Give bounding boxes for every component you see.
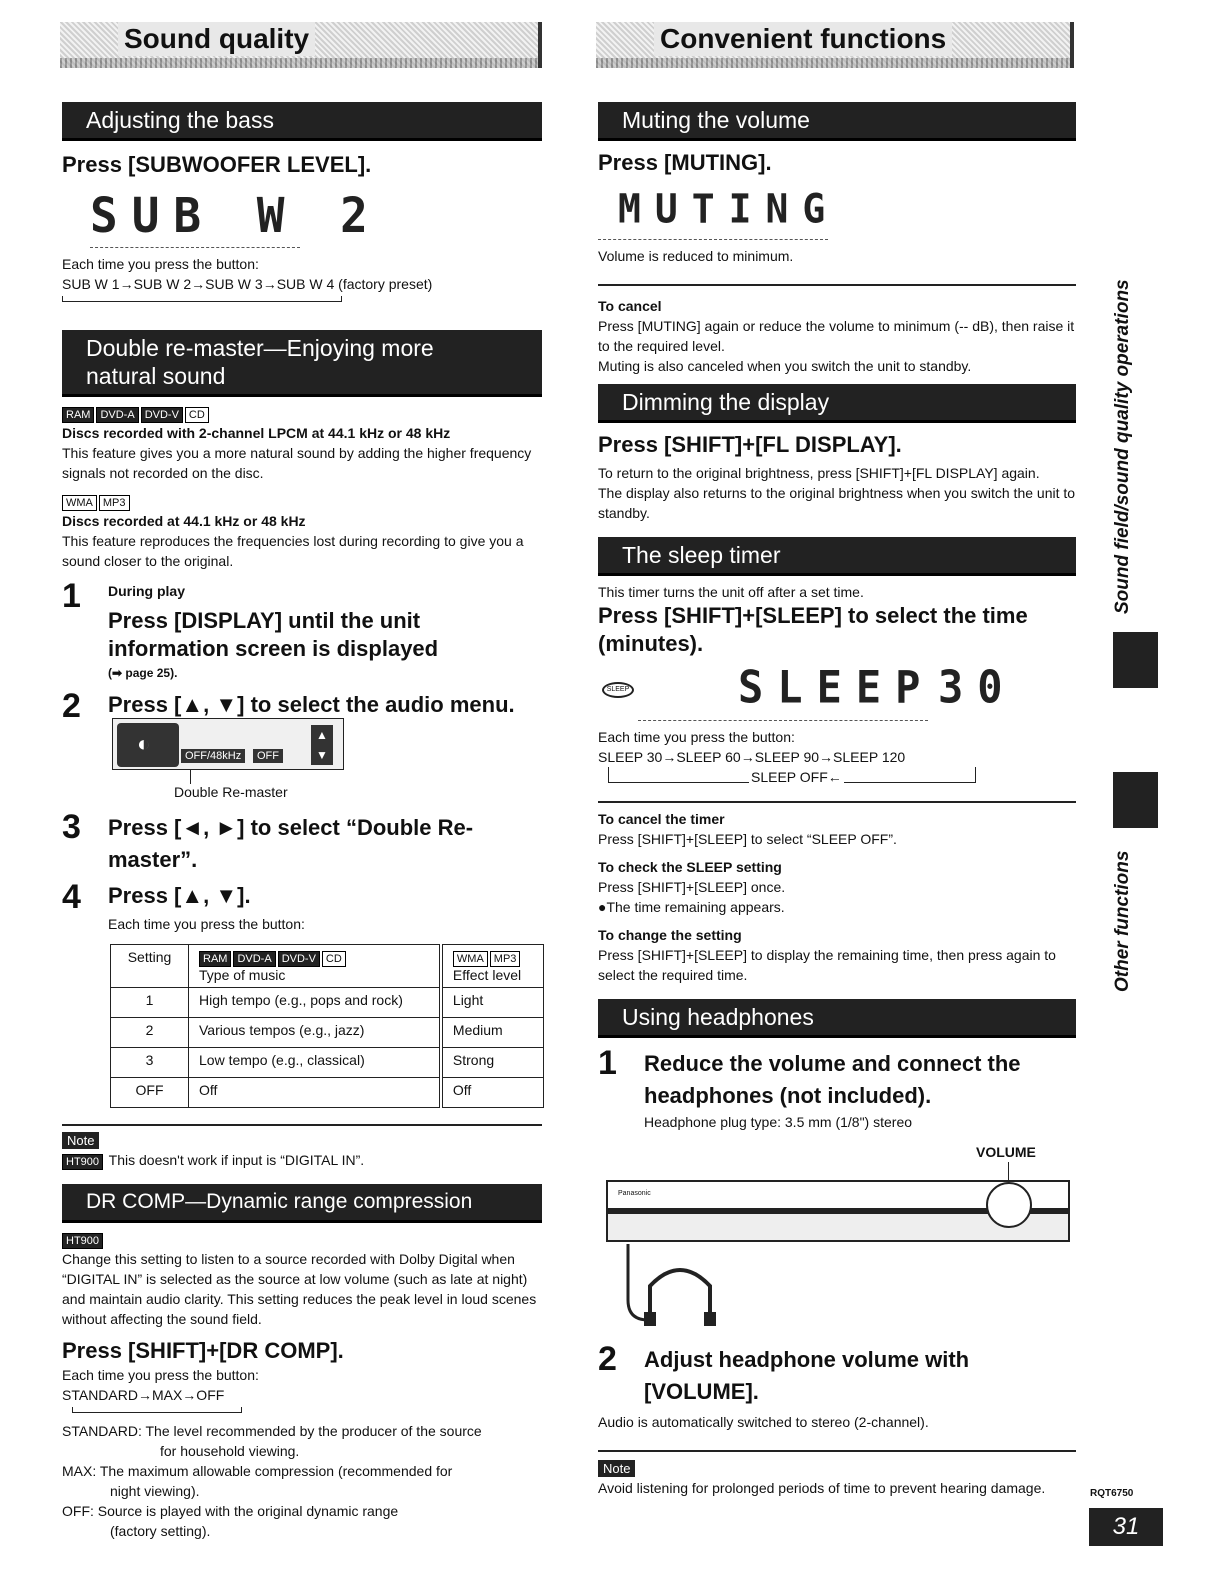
step2-text: Press [▲, ▼] to select the audio menu. (108, 692, 515, 717)
table-cell-type: High tempo (e.g., pops and rock) (189, 988, 441, 1018)
table-head-effect-tags (453, 949, 533, 967)
table-row (111, 1018, 544, 1048)
drcomp-max-2: night viewing). (110, 1483, 200, 1499)
headphones-step-2 (598, 1340, 1076, 1408)
table-head-type (189, 945, 441, 988)
sleep-loop (608, 767, 976, 783)
sleep-off-label: SLEEP OFF← (751, 769, 842, 785)
dimming-desc-1: To return to the original brightness, press [SHIFT]+[FL DISPLAY] again. (598, 465, 1040, 481)
muting-cancel-1: Press [MUTING] again or reduce the volume to minimum (-- dB), then raise it to the required level. (598, 318, 1075, 354)
remaster-tags-a (62, 405, 542, 423)
tag-ram: RAM (199, 951, 231, 967)
headphone-cup-left (644, 1312, 656, 1326)
footer-code: RQT6750 (1090, 1488, 1134, 1499)
header-sound-quality (60, 22, 542, 68)
sleep-display-row (598, 662, 1076, 720)
step-number: 2 (62, 687, 81, 725)
note-rule (62, 1124, 542, 1126)
bass-loop-line (62, 296, 342, 302)
table-cell-effect: Strong (441, 1048, 544, 1078)
headphones-note-rule (598, 1450, 1076, 1452)
muting-desc: Volume is reduced to minimum. (598, 248, 794, 264)
drcomp-off: OFF: Source is played with the original dynamic range (62, 1503, 399, 1519)
note-label: Note (598, 1460, 635, 1477)
step-number: 1 (598, 1044, 617, 1082)
sleep-rule (598, 801, 1076, 803)
tag-dvd-v: DVD-V (278, 951, 320, 967)
sleep-display-underline (638, 720, 928, 721)
osd-up-down-icon: ▲ ▼ (311, 725, 333, 765)
headphones-note-text: Avoid listening for prolonged periods of time to prevent hearing damage. (598, 1480, 1046, 1496)
headphones-step-1 (598, 1044, 1076, 1132)
tag-ht900: HT900 (62, 1154, 103, 1170)
tag-cd: CD (185, 407, 209, 423)
step-number: 4 (62, 878, 81, 916)
sleep-change-title: To change the setting (598, 927, 742, 943)
step-number: 3 (62, 808, 81, 846)
sidebar-block-top (1113, 632, 1158, 688)
tag-dvd-v: DVD-V (141, 407, 183, 423)
drcomp-loop-line (72, 1407, 242, 1413)
headphone-band (650, 1270, 710, 1316)
drcomp-off-2: (factory setting). (110, 1523, 211, 1539)
sidebar-top-text: Sound field/sound quality operations (1112, 279, 1133, 614)
sleep-check-title: To check the SLEEP setting (598, 859, 782, 875)
remaster-step-4 (62, 878, 542, 934)
remaster-desc-a: This feature gives you a more natural sound by adding the higher frequency signals not recorded on the disc. (62, 445, 532, 481)
muting-heading: Muting the volume (598, 102, 1076, 141)
table-cell-setting: OFF (111, 1078, 189, 1108)
osd-caption: Double Re-master (174, 784, 288, 800)
table-head-tags (199, 949, 429, 967)
drcomp-standard-2: for household viewing. (160, 1443, 300, 1459)
drcomp-desc: Change this setting to listen to a source recorded with Dolby Digital when “DIGITAL IN” is selected as the source at low volume (such as late at night) and maintain audio clarity. This setting reduces the peak level in loud scenes without affecting the sound field. (62, 1251, 537, 1327)
table-cell-type: Low tempo (e.g., classical) (189, 1048, 441, 1078)
remaster-note-line (62, 1150, 542, 1170)
table-cell-setting: 2 (111, 1018, 189, 1048)
remaster-heading (62, 330, 542, 397)
drcomp-tag-line (62, 1231, 542, 1249)
osd-label-freq: OFF/48kHz (181, 749, 245, 763)
step-number: 2 (598, 1340, 617, 1378)
tag-cd: CD (322, 951, 346, 967)
bass-press: Press [SUBWOOFER LEVEL]. (62, 152, 372, 177)
table-row (111, 1078, 544, 1108)
bass-display: SUB W 2 (90, 186, 382, 244)
step1-ref: (➡ page 25). (108, 666, 178, 680)
headphones-heading: Using headphones (598, 999, 1076, 1038)
volume-label: VOLUME (976, 1144, 1036, 1160)
sleep-press: Press [SHIFT]+[SLEEP] to select the time (minutes). (598, 603, 1028, 656)
amplifier-illustration (606, 1180, 1070, 1242)
remaster-step-1 (62, 577, 542, 683)
drcomp-sequence: STANDARD→MAX→OFF (62, 1387, 225, 1403)
muting-display: MUTING (618, 185, 840, 233)
remaster-note-text: This doesn't work if input is “DIGITAL IN”. (108, 1152, 365, 1168)
step1-text: Press [DISPLAY] until the unit information screen is displayed (108, 608, 439, 661)
muting-cancel-title: To cancel (598, 298, 662, 314)
step1-pre: During play (108, 583, 186, 599)
headphones-step2-text: Adjust headphone volume with [VOLUME]. (644, 1347, 970, 1404)
bass-display-underline (90, 247, 300, 248)
sleep-cancel: Press [SHIFT]+[SLEEP] to select “SLEEP OFF”. (598, 831, 897, 847)
headphone-cable (628, 1244, 648, 1320)
drcomp-heading: DR COMP—Dynamic range compression (62, 1184, 542, 1223)
bass-sequence: SUB W 1→SUB W 2→SUB W 3→SUB W 4 (factory preset) (62, 276, 433, 292)
sleep-display-value: 30 (938, 661, 1017, 714)
table-cell-effect: Light (441, 988, 544, 1018)
tag-wma: WMA (62, 495, 97, 511)
audio-menu-osd (112, 718, 344, 770)
tag-mp3: MP3 (490, 951, 521, 967)
remaster-heading-line-1: Double re-master—Enjoying more (86, 335, 434, 361)
sleep-display: SLEEP (738, 661, 935, 714)
sleep-sequence: SLEEP 30→SLEEP 60→SLEEP 90→SLEEP 120 (598, 749, 906, 765)
tag-mp3: MP3 (99, 495, 130, 511)
remaster-heading-line-2: natural sound (86, 363, 226, 389)
remaster-step-2 (62, 687, 542, 725)
sleep-each-time: Each time you press the button: (598, 729, 795, 745)
remaster-tags-b (62, 493, 542, 511)
table-head-effect (441, 945, 544, 988)
muting-rule (598, 284, 1076, 286)
headphone-cup-right (704, 1312, 716, 1326)
table-head-effect-label: Effect level (452, 967, 522, 983)
table-row (111, 988, 544, 1018)
audio-menu-icon (117, 723, 179, 767)
headphones-icon (610, 1240, 730, 1332)
headphones-lower (598, 1340, 1076, 1498)
table-cell-setting: 1 (111, 988, 189, 1018)
table-cell-effect: Off (441, 1078, 544, 1108)
table-cell-setting: 3 (111, 1048, 189, 1078)
remaster-desc-b: This feature reproduces the frequencies lost during recording to give you a sound closer to the original. (62, 533, 524, 569)
remaster-discs-a: Discs recorded with 2-channel LPCM at 44.1 kHz or 48 kHz (62, 425, 451, 441)
drcomp-each-time: Each time you press the button: (62, 1367, 259, 1383)
sleep-cancel-title: To cancel the timer (598, 811, 725, 827)
tag-ram: RAM (62, 407, 94, 423)
table-cell-effect: Medium (441, 1018, 544, 1048)
step3-text: Press [◄, ►] to select “Double Re-master”. (108, 815, 474, 872)
right-column (598, 102, 1076, 1132)
header-convenient-functions (596, 22, 1074, 68)
sleep-heading: The sleep timer (598, 537, 1076, 576)
table-cell-type: Off (189, 1078, 441, 1108)
tag-wma: WMA (453, 951, 488, 967)
dimming-desc-2: The display also returns to the original brightness when you switch the unit to standby. (598, 485, 1076, 521)
tag-dvd-a: DVD-A (233, 951, 275, 967)
bass-each-time: Each time you press the button: (62, 256, 259, 272)
step4-text: Press [▲, ▼]. (108, 883, 251, 908)
muting-display-underline (598, 239, 828, 240)
left-column (62, 102, 542, 725)
headphones-step1-text: Reduce the volume and connect the headphones (not included). (644, 1051, 1021, 1108)
header-right-title: Convenient functions (654, 22, 952, 56)
header-left-title: Sound quality (118, 22, 315, 56)
dimming-heading: Dimming the display (598, 384, 1076, 423)
page-number: 31 (1089, 1508, 1163, 1546)
bass-heading: Adjusting the bass (62, 102, 542, 141)
sleep-change: Press [SHIFT]+[SLEEP] to display the remaining time, then press again to select the required time. (598, 947, 1056, 983)
muting-press: Press [MUTING]. (598, 150, 772, 175)
table-row (111, 1048, 544, 1078)
drcomp-max: MAX: The maximum allowable compression (recommended for (62, 1463, 453, 1479)
left-column-lower (62, 808, 542, 1541)
headphones-plug: Headphone plug type: 3.5 mm (1/8") stereo (644, 1114, 913, 1130)
step-number: 1 (62, 577, 81, 615)
step4-note: Each time you press the button: (108, 916, 305, 932)
device-brand: Panasonic (618, 1190, 651, 1197)
table-header-row (111, 945, 544, 988)
table-cell-type: Various tempos (e.g., jazz) (189, 1018, 441, 1048)
note-label: Note (62, 1132, 99, 1149)
dimming-press: Press [SHIFT]+[FL DISPLAY]. (598, 432, 902, 457)
drcomp-press: Press [SHIFT]+[DR COMP]. (62, 1338, 344, 1363)
sleep-button-icon: SLEEP (602, 682, 634, 698)
muting-cancel-2: Muting is also canceled when you switch the unit to standby. (598, 358, 972, 374)
sidebar-bottom-text: Other functions (1112, 850, 1133, 992)
sidebar-block-bottom (1113, 772, 1158, 828)
tag-ht900: HT900 (62, 1233, 103, 1249)
volume-knob (986, 1182, 1032, 1228)
headphones-note (598, 1460, 1076, 1478)
tag-dvd-a: DVD-A (96, 407, 138, 423)
drcomp-standard: STANDARD: The level recommended by the producer of the source (62, 1423, 482, 1439)
remaster-note (62, 1132, 542, 1150)
osd-label-off: OFF (253, 749, 283, 763)
sleep-check-2: ●The time remaining appears. (598, 899, 785, 915)
headphones-step2-note: Audio is automatically switched to stereo (2-channel). (598, 1414, 929, 1430)
sleep-check: Press [SHIFT]+[SLEEP] once. (598, 879, 786, 895)
table-head-setting: Setting (111, 945, 189, 988)
table-head-type-label: Type of music (199, 967, 286, 983)
remaster-discs-b: Discs recorded at 44.1 kHz or 48 kHz (62, 513, 306, 529)
remaster-table (110, 944, 544, 1108)
remaster-step-3 (62, 808, 542, 876)
sleep-desc: This timer turns the unit off after a set time. (598, 584, 864, 600)
